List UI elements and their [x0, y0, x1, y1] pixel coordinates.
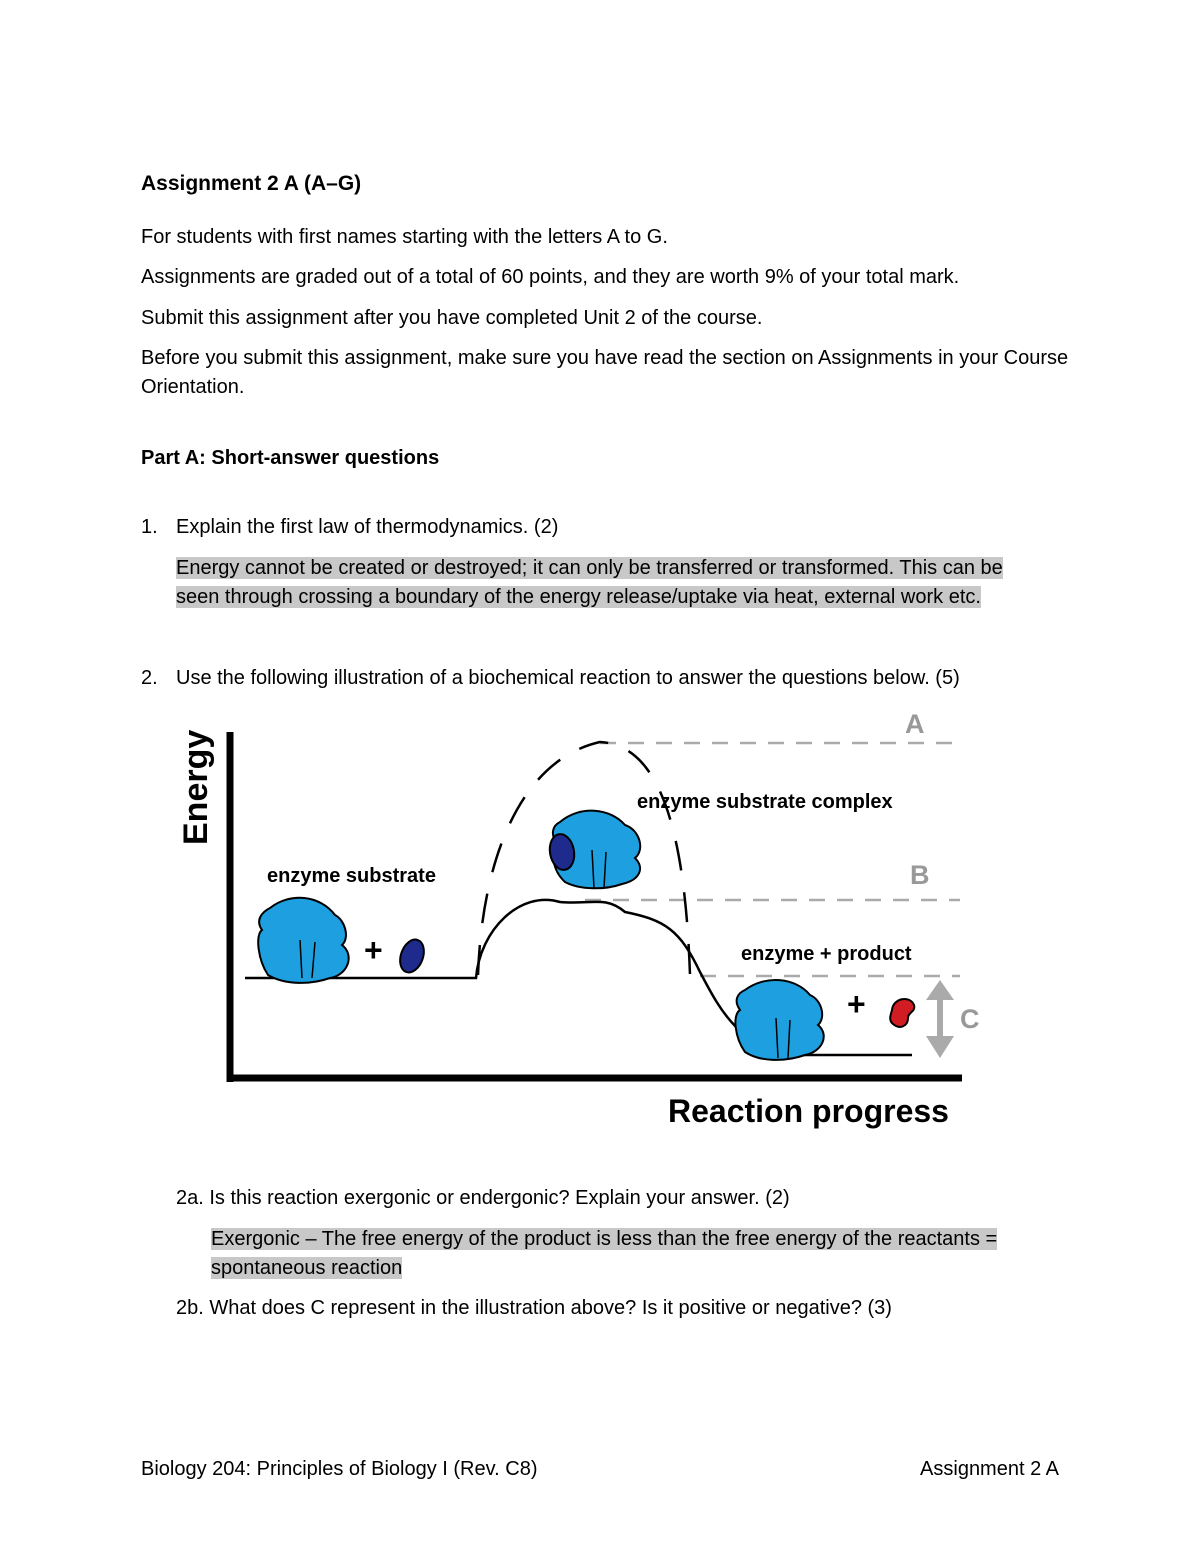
label-complex: enzyme substrate complex — [637, 791, 893, 813]
answer-2a-text: Exergonic – The free energy of the product is less than the free energy of the reactants = spontaneous reaction — [211, 1228, 998, 1279]
question-1-text: Explain the first law of thermodynamics. (2) — [176, 516, 559, 538]
footer-course: Biology 204: Principles of Biology I (Rev. C8) — [141, 1458, 538, 1480]
energy-diagram — [160, 700, 980, 1140]
question-2-number: 2. — [141, 667, 158, 689]
enzyme-reactant-icon — [258, 898, 349, 983]
question-2a-text: 2a. Is this reaction exergonic or endergonic? Explain your answer. (2) — [176, 1187, 790, 1209]
intro-line-1: For students with first names starting with the letters A to G. — [141, 226, 668, 248]
part-a-heading: Part A: Short-answer questions — [141, 447, 440, 469]
label-enzyme-product: enzyme + product — [741, 943, 912, 965]
answer-2a-block — [211, 1225, 1061, 1283]
intro-line-3: Submit this assignment after you have completed Unit 2 of the course. — [141, 307, 763, 329]
substrate-icon — [396, 936, 428, 975]
intro-line-2: Assignments are graded out of a total of 60 points, and they are worth 9% of your total mark. — [141, 266, 960, 288]
product-icon — [890, 999, 914, 1027]
question-2b-text: 2b. What does C represent in the illustration above? Is it positive or negative? (3) — [176, 1297, 892, 1319]
label-a: A — [905, 709, 925, 739]
y-axis-label: Energy — [177, 729, 215, 845]
answer-1-text: Energy cannot be created or destroyed; it can only be transferred or transformed. This can be seen through crossing a boundary of the energy release/uptake via heat, external work etc. — [176, 557, 1003, 608]
label-c: C — [960, 1004, 980, 1034]
label-b: B — [910, 860, 930, 890]
plus-reactant: + — [364, 932, 383, 968]
answer-1-block — [176, 554, 1046, 612]
x-axis-label: Reaction progress — [668, 1093, 949, 1129]
plus-product: + — [847, 986, 866, 1022]
question-2-text: Use the following illustration of a biochemical reaction to answer the questions below. (5) — [176, 667, 960, 689]
footer-assignment: Assignment 2 A — [920, 1458, 1059, 1480]
question-1-number: 1. — [141, 516, 158, 538]
enzyme-product-icon — [735, 980, 823, 1060]
label-enzyme-substrate: enzyme substrate — [267, 865, 436, 887]
c-arrow — [926, 980, 954, 1058]
assignment-title: Assignment 2 A (A–G) — [141, 172, 362, 195]
intro-line-4: Before you submit this assignment, make sure you have read the section on Assignments in your Course Orientation. — [141, 347, 1069, 398]
